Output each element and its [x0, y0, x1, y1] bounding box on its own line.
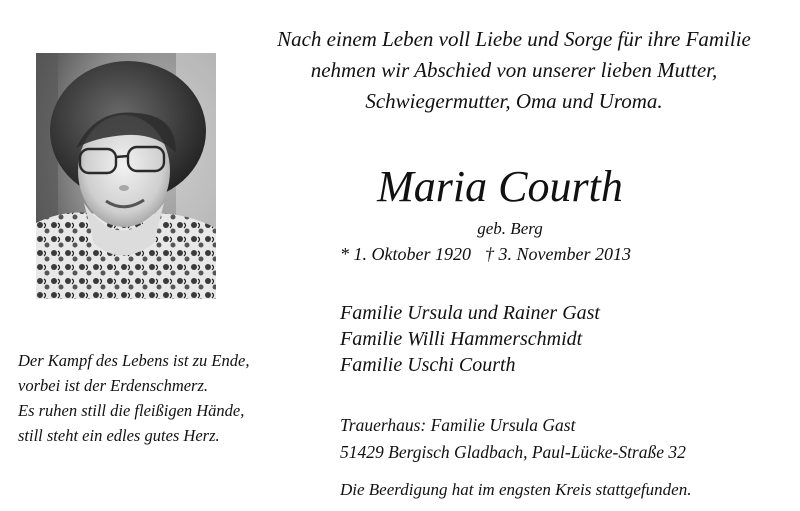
- portrait-image: [36, 53, 216, 299]
- verse: [18, 348, 308, 448]
- mourning-house-address: 51429 Bergisch Gladbach, Paul-Lücke-Straße 32: [340, 442, 686, 462]
- mourning-house: [340, 412, 780, 466]
- mourning-house-name: Trauerhaus: Familie Ursula Gast: [340, 415, 576, 435]
- intro-line: Nach einem Leben voll Liebe und Sorge für ihre Familie: [277, 27, 751, 51]
- mourner-family: Familie Uschi Courth: [340, 354, 516, 376]
- mourners-list: [340, 300, 780, 378]
- deceased-name: Maria Courth: [377, 162, 623, 211]
- intro-line: nehmen wir Abschied von unserer lieben Mutter,: [310, 58, 718, 82]
- portrait-photo: [36, 53, 216, 299]
- life-dates: [340, 242, 700, 266]
- verse-line: still steht ein edles gutes Herz.: [18, 426, 220, 445]
- birth-name: geb. Berg: [477, 219, 543, 238]
- verse-line: Es ruhen still die fleißigen Hände,: [18, 401, 245, 420]
- mourner-family: Familie Ursula und Rainer Gast: [340, 302, 600, 324]
- verse-line: vorbei ist der Erdenschmerz.: [18, 376, 209, 395]
- funeral-note: Die Beerdigung hat im engsten Kreis stattgefunden.: [340, 480, 692, 499]
- death-date: † 3. November 2013: [484, 244, 631, 264]
- intro-text: [240, 24, 788, 117]
- verse-line: Der Kampf des Lebens ist zu Ende,: [18, 351, 250, 370]
- mourner-family: Familie Willi Hammerschmidt: [340, 328, 583, 350]
- intro-line: Schwiegermutter, Oma und Uroma.: [365, 89, 663, 113]
- birth-date: * 1. Oktober 1920: [340, 244, 471, 264]
